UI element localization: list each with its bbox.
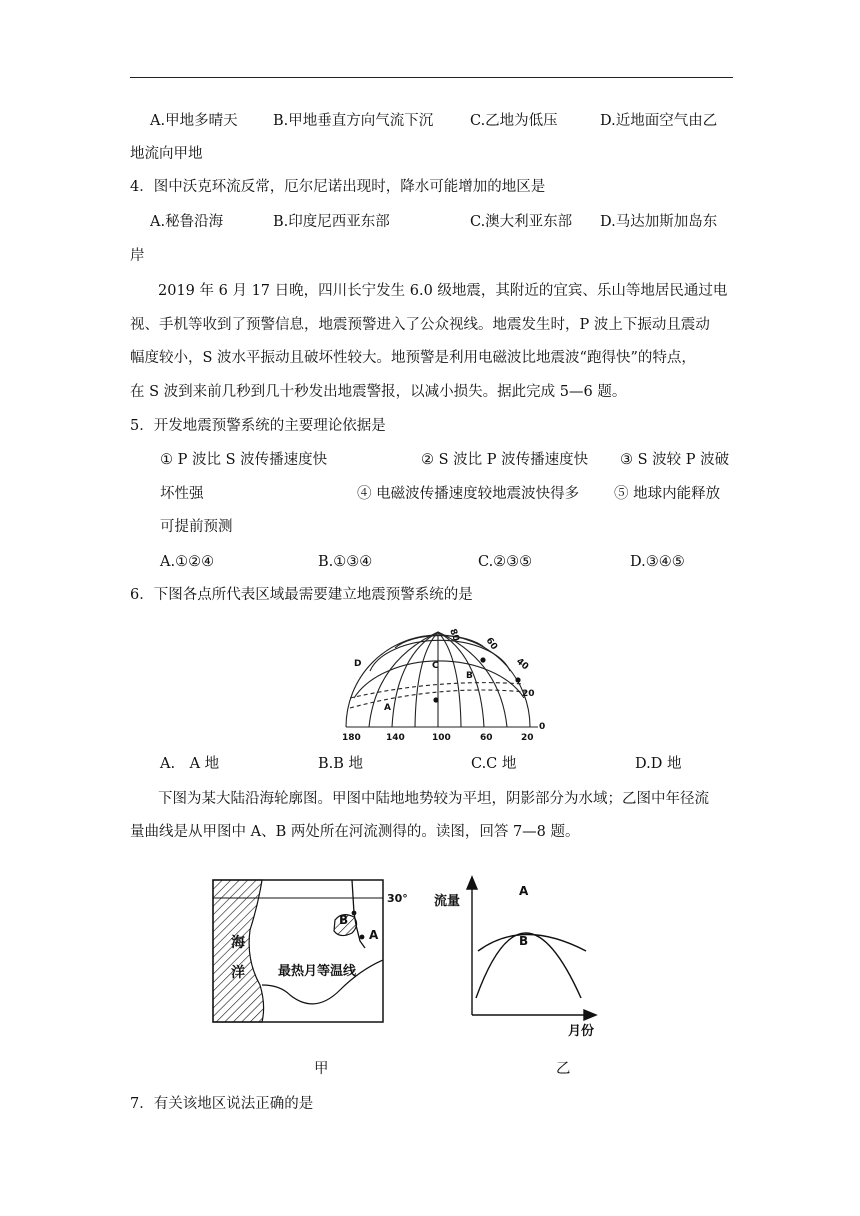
point-b-label: B	[339, 913, 349, 927]
q4-option-c: C.澳大利亚东部	[470, 214, 573, 230]
q5-item-1: ① P 波比 S 波传播速度快	[160, 452, 328, 468]
passage2-line-1: 下图为某大陆沿海轮廓图。甲图中陆地地势较为平坦，阴影部分为水域；乙图中年径流	[158, 791, 709, 807]
q5-item-3-wrap: 坏性强	[160, 486, 204, 502]
q5-item-4: ④ 电磁波传播速度较地震波快得多	[357, 486, 580, 502]
q5-item-5: ⑤ 地球内能释放	[614, 486, 721, 502]
q5-option-c: C.②③⑤	[478, 554, 533, 570]
lat-30-label: 30°	[387, 892, 408, 905]
map-dot	[480, 657, 485, 662]
passage1-line-2: 视、手机等收到了预警信息，地震预警进入了公众视线。地震发生时，P 波上下振动且震动	[130, 317, 710, 333]
q4-option-d-wrap: 岸	[130, 248, 145, 264]
q4-option-d: D.马达加斯加岛东	[600, 214, 718, 230]
q4-stem: 4．图中沃克环流反常，厄尔尼诺出现时，降水可能增加的地区是	[130, 179, 546, 195]
q3-option-c: C.乙地为低压	[470, 113, 558, 129]
series-b-label: B	[519, 934, 529, 948]
q5-stem: 5．开发地震预警系统的主要理论依据是	[130, 418, 386, 434]
q7-stem: 7．有关该地区说法正确的是	[130, 1096, 314, 1112]
isotherm-label: 最热月等温线	[278, 964, 357, 979]
map-dot	[515, 677, 520, 682]
q3-option-b: B.甲地垂直方向气流下沉	[273, 113, 434, 129]
passage1-line-4: 在 S 波到来前几秒到几十秒发出地震警报，以减小损失。据此完成 5—6 题。	[130, 384, 627, 400]
fig-jia-coastline-map	[210, 875, 420, 1025]
lon-label-20: 20	[521, 733, 534, 743]
q5-item-5-wrap: 可提前预测	[160, 519, 233, 535]
map-dot	[433, 697, 438, 702]
q3-option-a: A.甲地多晴天	[150, 113, 238, 129]
q5-option-d: D.③④⑤	[630, 554, 685, 570]
point-a-label: A	[384, 703, 391, 713]
passage1-line-3: 幅度较小，S 波水平振动且破坏性较大。地预警是利用电磁波比地震波“跑得快”的特点，	[130, 350, 696, 366]
q6-option-d: D.D 地	[635, 756, 682, 772]
y-axis-label: 流量	[434, 894, 461, 909]
series-b-line	[478, 935, 586, 952]
lon-label-180: 180	[342, 733, 361, 743]
q4-option-a: A.秘鲁沿海	[150, 214, 224, 230]
sea-char-2: 洋	[231, 965, 245, 981]
x-axis-arrow	[584, 1010, 596, 1020]
meridian-line	[438, 632, 461, 727]
fig-yi-caption: 乙	[556, 1061, 571, 1077]
point-a-label: A	[369, 928, 379, 942]
q6-stem: 6．下图各点所代表区域最需要建立地震预警系统的是	[130, 587, 473, 603]
lat-label-80: 80	[447, 627, 461, 643]
q3-option-d: D.近地面空气由乙	[600, 113, 718, 129]
q6-option-c: C.C 地	[471, 756, 517, 772]
point-d-label: D	[354, 659, 362, 669]
point-c-label: C	[432, 661, 439, 671]
point-a-dot	[360, 935, 365, 940]
lat-label-20: 20	[522, 689, 535, 699]
q3-option-d-wrap: 地流向甲地	[130, 146, 203, 162]
lat-label-40: 40	[514, 656, 531, 673]
q5-item-3: ③ S 波较 P 波破	[620, 452, 730, 468]
sea-char-1: 海	[231, 935, 245, 951]
q6-option-a: A. A 地	[160, 756, 220, 772]
y-axis-arrow	[467, 877, 477, 889]
q5-item-2: ② S 波比 P 波传播速度快	[421, 452, 589, 468]
point-b-label: B	[466, 671, 473, 681]
passage1-line-1: 2019 年 6 月 17 日晚，四川长宁发生 6.0 级地震，其附近的宜宾、乐山等地居民通过电	[158, 283, 728, 299]
q5-option-a: A.①②④	[160, 554, 215, 570]
fig-jia-caption: 甲	[314, 1061, 329, 1077]
passage2-line-2: 量曲线是从甲图中 A、B 两处所在河流测得的。读图，回答 7—8 题。	[130, 824, 580, 840]
fig-yi-runoff-chart	[428, 873, 610, 1043]
lat-label-0: 0	[539, 722, 546, 732]
meridian-line	[415, 632, 438, 727]
lon-label-60: 60	[480, 733, 493, 743]
header-rule	[130, 77, 733, 78]
series-a-label: A	[519, 884, 529, 898]
lon-label-140: 140	[386, 733, 405, 743]
q6-option-b: B.B 地	[318, 756, 364, 772]
point-b-dot	[352, 911, 357, 916]
q5-option-b: B.①③④	[318, 554, 373, 570]
q6-graticule-map	[340, 616, 550, 744]
x-axis-label: 月份	[568, 1024, 595, 1039]
q4-option-b: B.印度尼西亚东部	[273, 214, 390, 230]
lon-label-100: 100	[432, 733, 451, 743]
lat-label-60: 60	[483, 635, 499, 652]
